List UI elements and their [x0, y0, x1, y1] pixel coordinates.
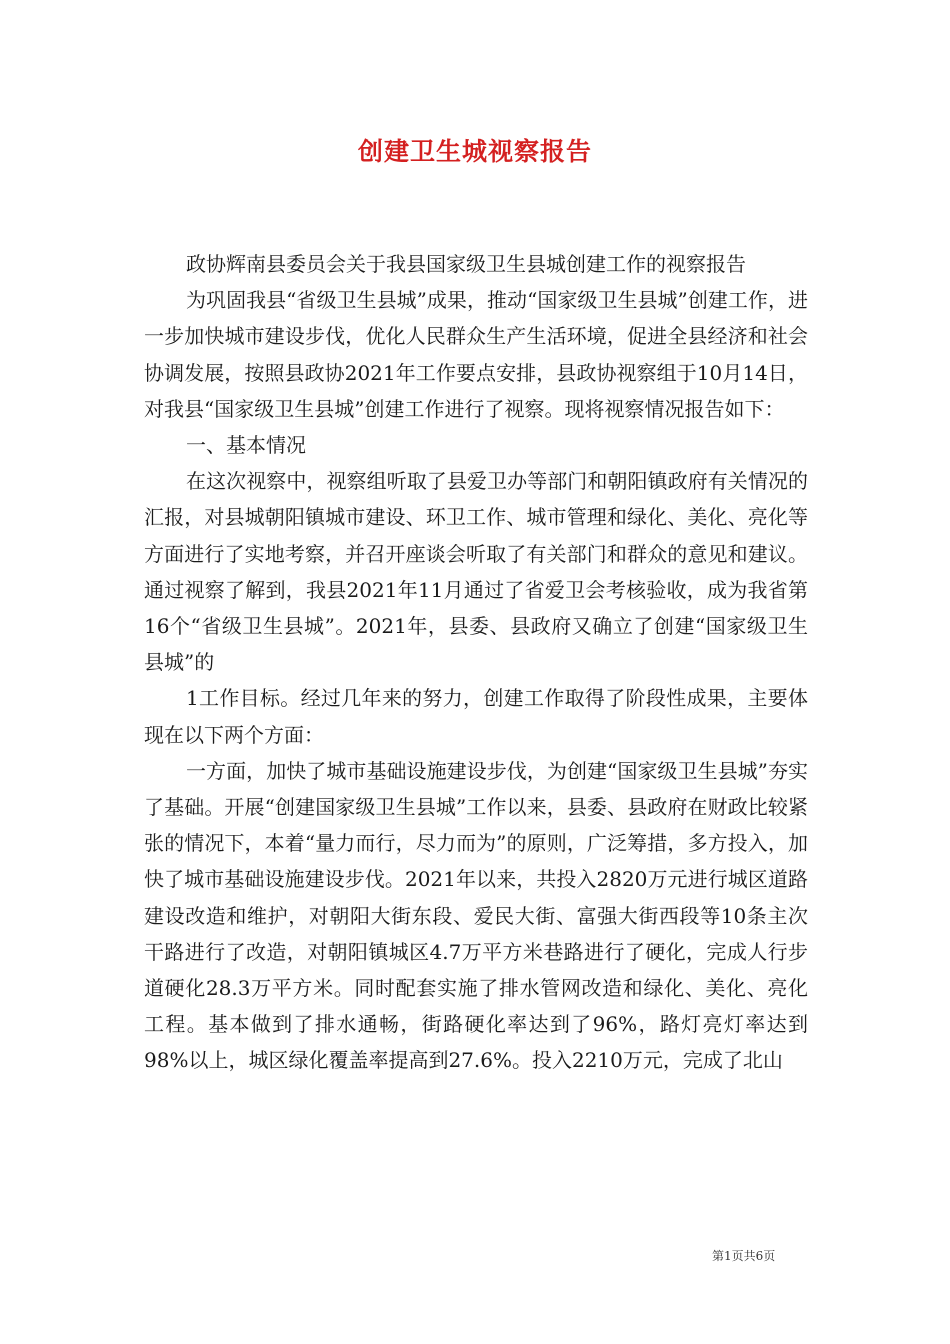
document-title: 创建卫生城视察报告	[357, 137, 592, 166]
section-heading: 一、基本情况	[186, 433, 306, 458]
paragraph-goal: 1工作目标。经过几年来的努力，创建工作取得了阶段性成果，主要体现在以下两个方面：	[144, 686, 808, 747]
paragraph-situation: 在这次视察中，视察组听取了县爱卫办等部门和朝阳镇政府有关情况的汇报，对县城朝阳镇城市建设、环卫工作、城市管理和绿化、美化、亮化等方面进行了实地考察，并召开座谈会听取了有关部门和群众的意见和建议。通过视察了解到，我县2021年11月通过了省爱卫会考核验收，成为我省第16个“省级卫生县城”。2021年，县委、县政府又确立了创建“国家级卫生县城”的	[144, 469, 808, 675]
paragraph-intro: 为巩固我县“省级卫生县城”成果，推动“国家级卫生县城”创建工作，进一步加快城市建设步伐，优化人民群众生产生活环境，促进全县经济和社会协调发展，按照县政协2021年工作要点安排，县政协视察组于10月14日，对我县“国家级卫生县城”创建工作进行了视察。现将视察情况报告如下：	[144, 288, 808, 421]
page-number-label: 第1页共6页	[712, 1249, 776, 1263]
page-number	[712, 1247, 775, 1264]
paragraph-subtitle: 政协辉南县委员会关于我县国家级卫生县城创建工作的视察报告	[186, 252, 746, 276]
paragraph-infrastructure: 一方面，加快了城市基础设施建设步伐，为创建“国家级卫生县城”夯实了基础。开展“创建国家级卫生县城”工作以来，县委、县政府在财政比较紧张的情况下，本着“量力而行，尽力而为”的原则，广泛筹措，多方投入，加快了城市基础设施建设步伐。2021年以来，共投入2820万元进行城区道路建设改造和维护，对朝阳大街东段、爱民大街、富强大街西段等10条主次干路进行了改造，对朝阳镇城区4.7万平方米巷路进行了硬化，完成人行步道硬化28.3万平方米。同时配套实施了排水管网改造和绿化、美化、亮化工程。基本做到了排水通畅，街路硬化率达到了96%，路灯亮灯率达到98%以上，城区绿化覆盖率提高到27.6%。投入2210万元，完成了北山	[144, 758, 808, 1073]
document-body	[144, 246, 808, 1079]
